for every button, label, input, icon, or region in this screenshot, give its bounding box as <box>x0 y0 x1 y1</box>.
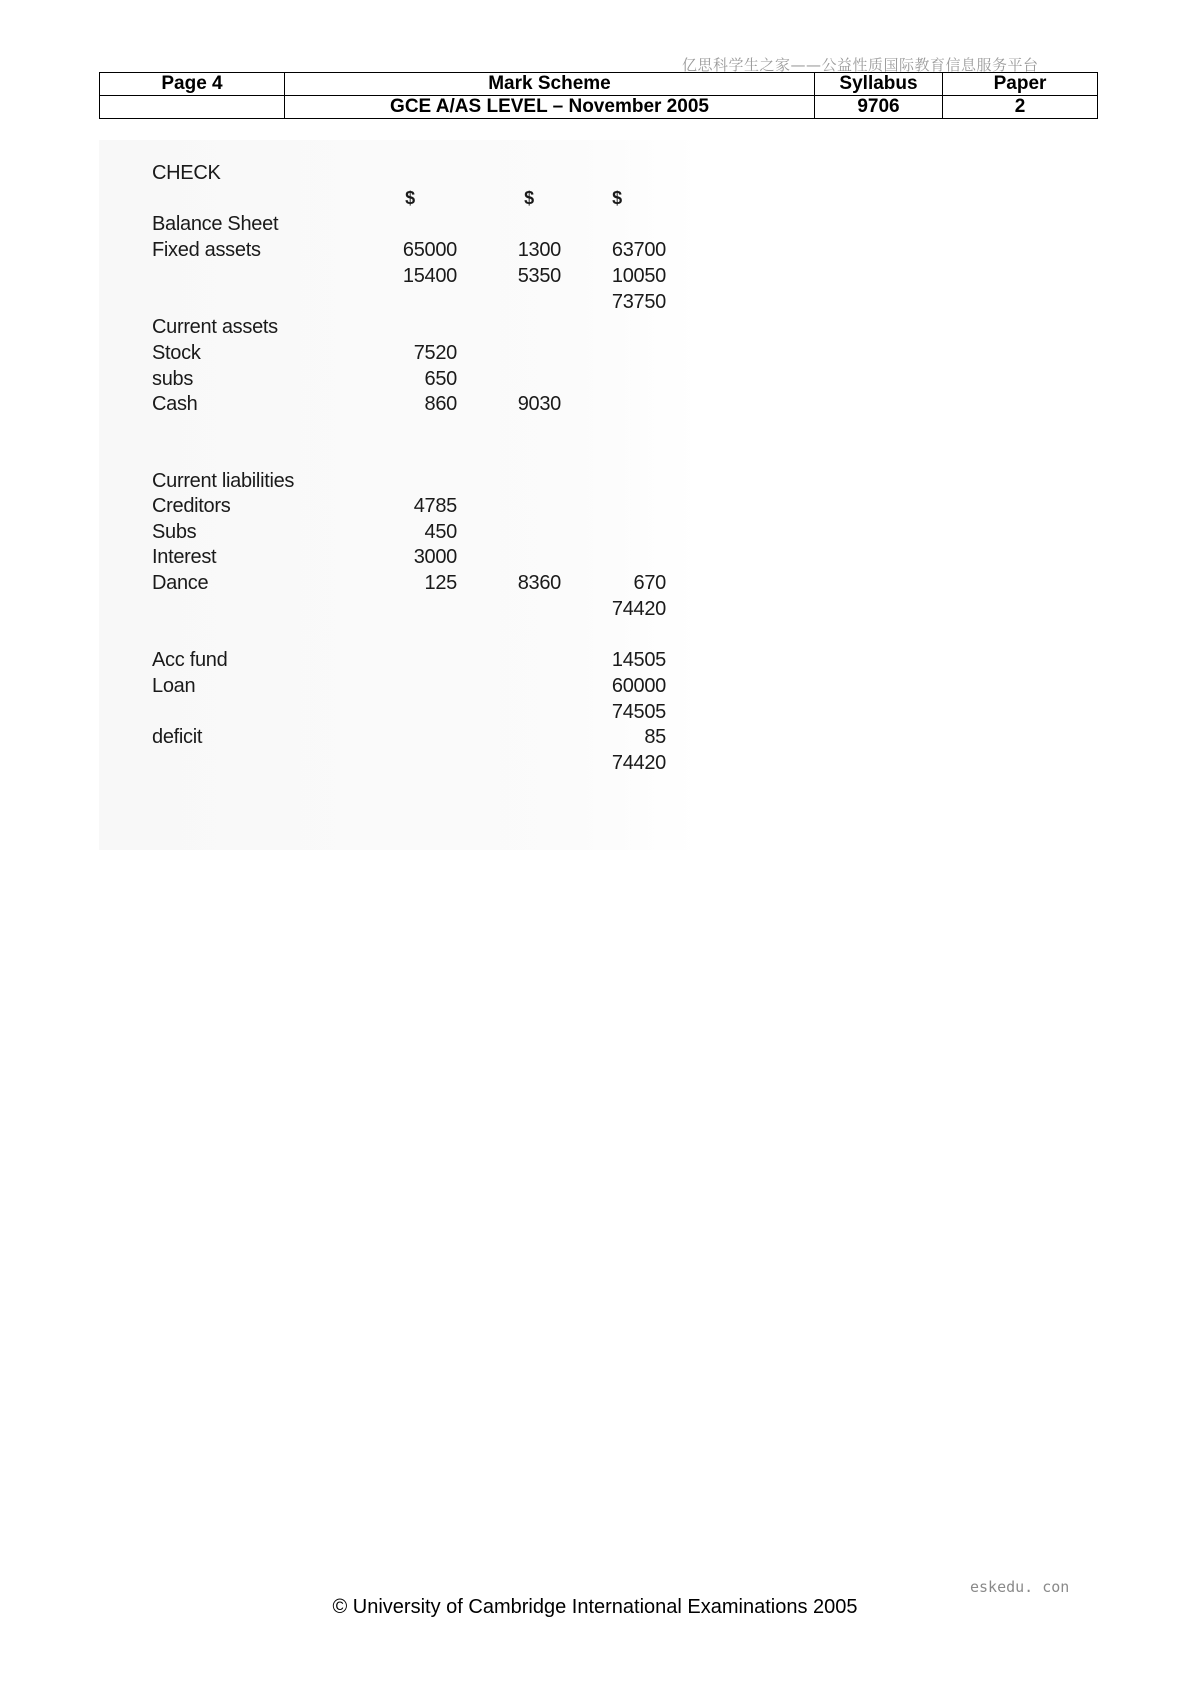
watermark-top: 亿思科学生之家——公益性质国际教育信息服务平台 <box>682 56 1039 74</box>
dance-label: Dance <box>152 572 209 594</box>
fixed-assets-r2-c2: 5350 <box>517 265 561 287</box>
net-assets-total: 74420 <box>611 598 666 620</box>
deficit-value: 85 <box>644 726 666 748</box>
current-liabilities-heading: Current liabilities <box>152 470 295 492</box>
current-liabilities-subtotal: 8360 <box>517 572 561 594</box>
current-assets-subtotal: 9030 <box>517 393 561 415</box>
deficit-label: deficit <box>152 726 203 748</box>
cash-label: Cash <box>152 393 198 415</box>
fixed-assets-r1-c2: 1300 <box>517 239 561 261</box>
current-assets-heading: Current assets <box>152 316 278 338</box>
fixed-assets-r2-c3: 10050 <box>611 265 666 287</box>
financed-total: 74420 <box>611 752 666 774</box>
subs-asset-label: subs <box>152 368 194 390</box>
currency-col2: $ <box>524 188 534 208</box>
interest-value: 3000 <box>413 546 457 568</box>
fixed-assets-total: 73750 <box>611 291 666 313</box>
loan-label: Loan <box>152 675 196 697</box>
loan-value: 60000 <box>611 675 666 697</box>
paper-label: Paper <box>943 73 1098 96</box>
fixed-assets-r1-c1: 65000 <box>402 239 457 261</box>
fixed-assets-r2-c1: 15400 <box>402 265 457 287</box>
exam-session: GCE A/AS LEVEL – November 2005 <box>285 96 815 119</box>
subs-asset-value: 650 <box>424 368 457 390</box>
stock-value: 7520 <box>413 342 457 364</box>
balance-sheet-heading: Balance Sheet <box>152 213 279 235</box>
header-table <box>99 72 1098 119</box>
cash-value: 860 <box>424 393 457 415</box>
empty-cell <box>100 96 285 119</box>
creditors-value: 4785 <box>413 495 457 517</box>
acc-fund-label: Acc fund <box>152 649 228 671</box>
subs-liability-value: 450 <box>424 521 457 543</box>
financed-subtotal: 74505 <box>611 701 666 723</box>
paper-value: 2 <box>943 96 1098 119</box>
syllabus-label: Syllabus <box>815 73 943 96</box>
net-current-assets: 670 <box>633 572 666 594</box>
subs-liability-label: Subs <box>152 521 197 543</box>
fixed-assets-label: Fixed assets <box>152 239 261 261</box>
check-heading: CHECK <box>152 162 221 184</box>
watermark-bottom: eskedu. con <box>970 1578 1070 1596</box>
doc-title: Mark Scheme <box>285 73 815 96</box>
creditors-label: Creditors <box>152 495 231 517</box>
fixed-assets-r1-c3: 63700 <box>611 239 666 261</box>
dance-value: 125 <box>424 572 457 594</box>
interest-label: Interest <box>152 546 217 568</box>
page-number: Page 4 <box>100 73 285 96</box>
copyright-footer: © University of Cambridge International Examinations 2005 <box>332 1596 858 1618</box>
stock-label: Stock <box>152 342 201 364</box>
syllabus-value: 9706 <box>815 96 943 119</box>
acc-fund-value: 14505 <box>611 649 666 671</box>
currency-col1: $ <box>405 188 415 208</box>
currency-col3: $ <box>612 188 622 208</box>
